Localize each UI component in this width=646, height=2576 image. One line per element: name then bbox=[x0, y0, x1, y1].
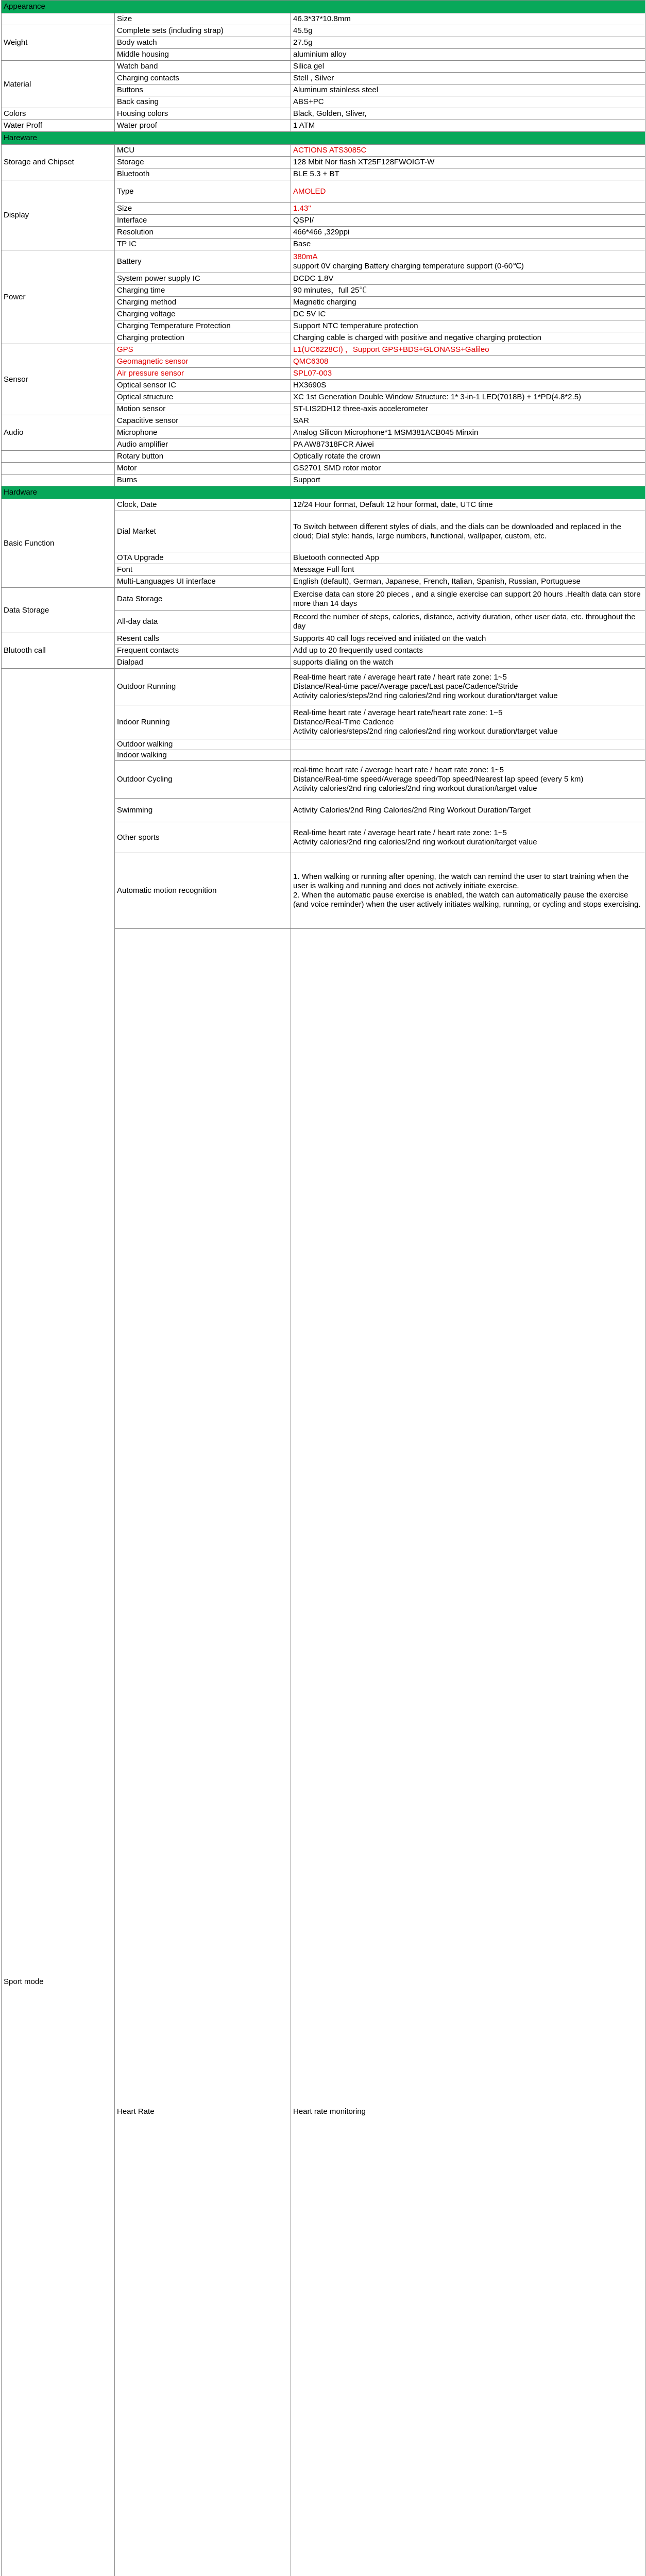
spec-value: supports dialing on the watch bbox=[291, 657, 645, 669]
spec-table-body bbox=[2, 1, 645, 2576]
spec-name: Storage bbox=[115, 157, 291, 168]
section-header-row bbox=[2, 486, 645, 499]
spec-value: L1(UC6228CI) ，Support GPS+BDS+GLONASS+Galileo bbox=[291, 344, 645, 356]
spec-group: Data Storage bbox=[2, 588, 115, 633]
spec-value: Add up to 20 frequently used contacts bbox=[291, 645, 645, 657]
spec-name: Motor bbox=[115, 463, 291, 474]
section-title: Hareware bbox=[2, 132, 645, 145]
spec-group: Sensor bbox=[2, 344, 115, 415]
spec-value: 466*466 ,329ppi bbox=[291, 227, 645, 239]
spec-row bbox=[2, 344, 645, 356]
spec-value: Analog Silicon Microphone*1 MSM381ACB045 Minxin bbox=[291, 427, 645, 439]
spec-value: Charging cable is charged with positive and negative charging protection bbox=[291, 332, 645, 344]
spec-value: 12/24 Hour format, Default 12 hour format, date, UTC time bbox=[291, 499, 645, 511]
spec-row bbox=[2, 463, 645, 474]
spec-value: ACTIONS ATS3085C bbox=[291, 145, 645, 157]
spec-name: Font bbox=[115, 564, 291, 576]
spec-name: Charging Temperature Protection bbox=[115, 320, 291, 332]
spec-value: QSPI/ bbox=[291, 215, 645, 227]
spec-name: Burns bbox=[115, 474, 291, 486]
spec-group: Weight bbox=[2, 25, 115, 61]
spec-name: Charging time bbox=[115, 285, 291, 297]
spec-row bbox=[2, 120, 645, 132]
spec-name: Back casing bbox=[115, 96, 291, 108]
spec-name: Geomagnetic sensor bbox=[115, 356, 291, 368]
spec-value bbox=[291, 739, 645, 750]
spec-name: Dial Market bbox=[115, 511, 291, 552]
spec-value: Stell , Silver bbox=[291, 73, 645, 84]
spec-value: PA AW87318FCR Aiwei bbox=[291, 439, 645, 451]
spec-value: Real-time heart rate / average heart rate/heart rate zone: 1~5 Distance/Real-Time Cadence Activity calories/steps/2nd ring calories/2nd ring workout duration/target value bbox=[291, 705, 645, 739]
spec-name: System power supply IC bbox=[115, 273, 291, 285]
spec-value: 128 Mbit Nor flash XT25F128FWOIGT-W bbox=[291, 157, 645, 168]
spec-row bbox=[2, 25, 645, 37]
spec-name: GPS bbox=[115, 344, 291, 356]
spec-value: DC 5V IC bbox=[291, 309, 645, 320]
spec-value: GS2701 SMD rotor motor bbox=[291, 463, 645, 474]
spec-name: Indoor walking bbox=[115, 750, 291, 761]
spec-value: ABS+PC bbox=[291, 96, 645, 108]
spec-group bbox=[2, 13, 115, 25]
spec-name: Capacitive sensor bbox=[115, 415, 291, 427]
spec-group: Basic Function bbox=[2, 499, 115, 588]
spec-value: Silica gel bbox=[291, 61, 645, 73]
spec-row bbox=[2, 180, 645, 203]
spec-group: Audio bbox=[2, 415, 115, 451]
spec-row bbox=[2, 250, 645, 273]
spec-name: Data Storage bbox=[115, 588, 291, 611]
spec-value: 45.5g bbox=[291, 25, 645, 37]
spec-name: Optical structure bbox=[115, 392, 291, 403]
spec-row bbox=[2, 499, 645, 511]
spec-row bbox=[2, 451, 645, 463]
spec-name: Size bbox=[115, 13, 291, 25]
spec-name: Bluetooth bbox=[115, 168, 291, 180]
spec-name: Charging protection bbox=[115, 332, 291, 344]
spec-value: Message Full font bbox=[291, 564, 645, 576]
spec-group: Material bbox=[2, 61, 115, 108]
spec-table bbox=[1, 0, 645, 2576]
spec-value: Support NTC temperature protection bbox=[291, 320, 645, 332]
spec-value: BLE 5.3 + BT bbox=[291, 168, 645, 180]
spec-value: DCDC 1.8V bbox=[291, 273, 645, 285]
section-header-row bbox=[2, 132, 645, 145]
spec-value: Optically rotate the crown bbox=[291, 451, 645, 463]
spec-name: Charging voltage bbox=[115, 309, 291, 320]
spec-name: Outdoor Running bbox=[115, 669, 291, 705]
spec-value: 1. When walking or running after opening, the watch can remind the user to start training when the user is walking and running and does not actively initiate exercise. 2. When the automatic pause exercise is enabled, the watch can automatically pause the exercise (and voice reminder) when the user actively initiates walking, running, or cycling and stops exercising. bbox=[291, 853, 645, 929]
spec-group: Display bbox=[2, 180, 115, 250]
spec-name: All-day data bbox=[115, 611, 291, 633]
spec-value: SAR bbox=[291, 415, 645, 427]
spec-name: Buttons bbox=[115, 84, 291, 96]
spec-name: Optical sensor IC bbox=[115, 380, 291, 392]
spec-name: Rotary button bbox=[115, 451, 291, 463]
spec-value: Real-time heart rate / average heart rate / heart rate zone: 1~5 Activity calories/2nd ring calories/2nd ring workout duration/target value bbox=[291, 822, 645, 853]
spec-value: QMC6308 bbox=[291, 356, 645, 368]
spec-name: Automatic motion recognition bbox=[115, 853, 291, 929]
spec-name: Other sports bbox=[115, 822, 291, 853]
spec-value: Exercise data can store 20 pieces , and a single exercise can support 20 hours .Health data can store more than 14 days bbox=[291, 588, 645, 611]
spec-value: 1.43" bbox=[291, 203, 645, 215]
spec-value: XC 1st Generation Double Window Structure: 1* 3-in-1 LED(7018B) + 1*PD(4.8*2.5) bbox=[291, 392, 645, 403]
spec-value: Supports 40 call logs received and initiated on the watch bbox=[291, 633, 645, 645]
spec-group: Colors bbox=[2, 108, 115, 120]
spec-name: Water proof bbox=[115, 120, 291, 132]
spec-row bbox=[2, 13, 645, 25]
spec-group: Blutooth call bbox=[2, 633, 115, 669]
spec-group bbox=[2, 474, 115, 486]
spec-value: aluminium alloy bbox=[291, 49, 645, 61]
spec-row bbox=[2, 108, 645, 120]
spec-value: Aluminum stainless steel bbox=[291, 84, 645, 96]
spec-name: Air pressure sensor bbox=[115, 368, 291, 380]
spec-value: Base bbox=[291, 239, 645, 250]
spec-row bbox=[2, 633, 645, 645]
spec-name: Outdoor walking bbox=[115, 739, 291, 750]
battery-note: support 0V charging Battery charging temperature support (0-60℃) bbox=[293, 262, 524, 270]
spec-value: Magnetic charging bbox=[291, 297, 645, 309]
spec-name: Frequent contacts bbox=[115, 645, 291, 657]
section-title: Appearance bbox=[2, 1, 645, 13]
spec-group: Sport mode bbox=[2, 669, 115, 2576]
spec-row bbox=[2, 588, 645, 611]
spec-row bbox=[2, 61, 645, 73]
spec-group bbox=[2, 451, 115, 463]
spec-name: OTA Upgrade bbox=[115, 552, 291, 564]
spec-name: Type bbox=[115, 180, 291, 203]
spec-name: Indoor Running bbox=[115, 705, 291, 739]
spec-name: Outdoor Cycling bbox=[115, 761, 291, 799]
spec-name: Charging method bbox=[115, 297, 291, 309]
spec-value: Record the number of steps, calories, distance, activity duration, other user data, etc. throughout the day bbox=[291, 611, 645, 633]
spec-value: Black, Golden, Sliver, bbox=[291, 108, 645, 120]
spec-name: Battery bbox=[115, 250, 291, 273]
spec-name: Housing colors bbox=[115, 108, 291, 120]
spec-value: HX3690S bbox=[291, 380, 645, 392]
spec-value: real-time heart rate / average heart rate / heart rate zone: 1~5 Distance/Real-time speed/Average speed/Top speed/Nearest lap speed (every 5 km) Activity calories/2nd ring calories/2nd ring workout duration/target value bbox=[291, 761, 645, 799]
battery-capacity: 380mA bbox=[293, 252, 318, 261]
spec-name: Swimming bbox=[115, 799, 291, 822]
spec-row bbox=[2, 669, 645, 705]
spec-name: MCU bbox=[115, 145, 291, 157]
spec-group: Water Proff bbox=[2, 120, 115, 132]
spec-value: Bluetooth connected App bbox=[291, 552, 645, 564]
spec-value: 90 minutes，full 25℃ bbox=[291, 285, 645, 297]
spec-value: AMOLED bbox=[291, 180, 645, 203]
spec-value: Real-time heart rate / average heart rate / heart rate zone: 1~5 Distance/Real-time pace/Average pace/Last pace/Cadence/Stride Activity calories/steps/2nd ring calories/2nd ring workout duration/target value bbox=[291, 669, 645, 705]
spec-group: Storage and Chipset bbox=[2, 145, 115, 180]
spec-value: 1 ATM bbox=[291, 120, 645, 132]
spec-value: 46.3*37*10.8mm bbox=[291, 13, 645, 25]
spec-name: Clock, Date bbox=[115, 499, 291, 511]
spec-name: Dialpad bbox=[115, 657, 291, 669]
spec-value bbox=[291, 250, 645, 273]
spec-row bbox=[2, 145, 645, 157]
section-title: Hardware bbox=[2, 486, 645, 499]
spec-value: To Switch between different styles of dials, and the dials can be downloaded and replaced in the cloud; Dial style: hands, large numbers, functional, wallpaper, custom, etc. bbox=[291, 511, 645, 552]
spec-value: SPL07-003 bbox=[291, 368, 645, 380]
spec-name: Audio amplifier bbox=[115, 439, 291, 451]
spec-name: Resent calls bbox=[115, 633, 291, 645]
spec-group: Power bbox=[2, 250, 115, 344]
spec-name: Heart rate monitoring bbox=[291, 929, 645, 2576]
spec-value: 27.5g bbox=[291, 37, 645, 49]
spec-name: Microphone bbox=[115, 427, 291, 439]
spec-name: Complete sets (including strap) bbox=[115, 25, 291, 37]
spec-value: Support bbox=[291, 474, 645, 486]
spec-name: Resolution bbox=[115, 227, 291, 239]
spec-name: Body watch bbox=[115, 37, 291, 49]
spec-name: TP IC bbox=[115, 239, 291, 250]
spec-name: Interface bbox=[115, 215, 291, 227]
spec-row bbox=[2, 474, 645, 486]
spec-row bbox=[2, 415, 645, 427]
spec-group bbox=[2, 463, 115, 474]
spec-name: Motion sensor bbox=[115, 403, 291, 415]
spec-value bbox=[291, 750, 645, 761]
spec-name: Charging contacts bbox=[115, 73, 291, 84]
spec-group: Heart Rate bbox=[115, 929, 291, 2576]
section-header-row bbox=[2, 1, 645, 13]
spec-value: English (default), German, Japanese, French, Italian, Spanish, Russian, Portuguese bbox=[291, 576, 645, 588]
spec-name: Multi-Languages UI interface bbox=[115, 576, 291, 588]
spec-value: Activity Calories/2nd Ring Calories/2nd Ring Workout Duration/Target bbox=[291, 799, 645, 822]
spec-name: Middle housing bbox=[115, 49, 291, 61]
spec-name: Size bbox=[115, 203, 291, 215]
spec-value: ST-LIS2DH12 three-axis accelerometer bbox=[291, 403, 645, 415]
spec-name: Watch band bbox=[115, 61, 291, 73]
